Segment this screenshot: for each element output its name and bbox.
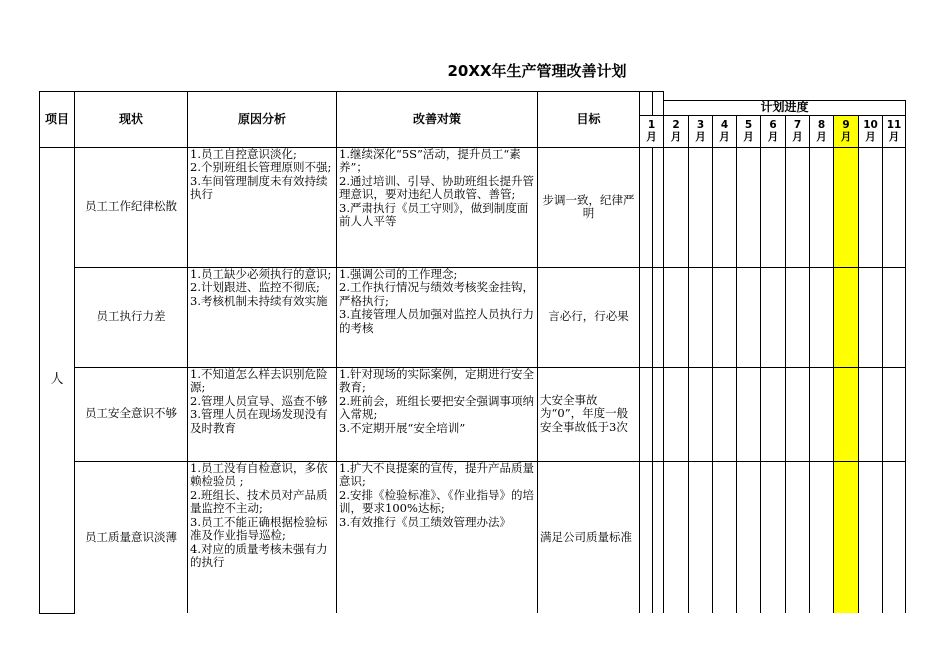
status-cell: 员工执行力差 — [75, 267, 188, 367]
target-cell: 满足公司质量标准 — [538, 461, 640, 613]
progress-cell — [810, 147, 834, 267]
progress-cell — [859, 147, 883, 267]
progress-cell — [810, 267, 834, 367]
cause-cell: 1.员工没有自检意识，多依赖检验员 ; 2.班组长、技术员对产品质量监控不主动; 3.员工不能正确根据检验标准及作业指导巡检; 4.对应的质量考核未强有力的执行 — [188, 461, 337, 613]
progress-cell — [653, 461, 664, 613]
progress-cell — [786, 367, 810, 461]
progress-cell — [810, 367, 834, 461]
progress-cell — [640, 367, 653, 461]
header-target: 目标 — [538, 92, 640, 148]
progress-cell — [883, 267, 906, 367]
header-status: 现状 — [75, 92, 188, 148]
header-measures: 改善对策 — [337, 92, 538, 148]
progress-cell — [834, 367, 859, 461]
cause-cell: 1.不知道怎么样去识别危险源; 2.管理人员宣导、巡查不够 3.管理人员在现场发现没有及时教育 — [188, 367, 337, 461]
month-header-2: 2 月 — [664, 115, 689, 147]
progress-cell — [761, 367, 786, 461]
page-title: 20XX年生产管理改善计划 — [447, 62, 627, 80]
progress-cell — [761, 147, 786, 267]
progress-cell — [737, 267, 761, 367]
table-row — [40, 367, 906, 461]
progress-cell — [713, 267, 737, 367]
progress-cell — [810, 461, 834, 613]
progress-cell — [761, 461, 786, 613]
progress-cell — [786, 461, 810, 613]
month-header-3: 3 月 — [689, 115, 713, 147]
header-blank-2 — [653, 92, 664, 116]
progress-cell — [664, 147, 689, 267]
progress-cell — [640, 147, 653, 267]
month-header-7: 7 月 — [786, 115, 810, 147]
target-cell: 言必行，行必果 — [538, 267, 640, 367]
progress-cell — [653, 147, 664, 267]
header-progress: 计划进度 — [664, 101, 906, 116]
progress-cell — [640, 461, 653, 613]
progress-cell — [713, 461, 737, 613]
progress-cell — [737, 147, 761, 267]
progress-cell — [653, 267, 664, 367]
target-cell: 大安全事故为“0”，年度一般安全事故低于3次 — [538, 367, 640, 461]
month-header-10: 10 月 — [859, 115, 883, 147]
measures-cell: 1.针对现场的实际案例，定期进行安全教育; 2.班前会，班组长要把安全强调事项纳入常规; 3.不定期开展“安全培训” — [337, 367, 538, 461]
progress-cell — [761, 267, 786, 367]
status-cell: 员工安全意识不够 — [75, 367, 188, 461]
progress-cell — [737, 461, 761, 613]
table-row — [40, 267, 906, 367]
header-blank-1 — [640, 92, 653, 116]
month-header-4: 4 月 — [713, 115, 737, 147]
measures-cell: 1.强调公司的工作理念; 2.工作执行情况与绩效考核奖金挂钩，严格执行; 3.直接管理人员加强对监控人员执行力的考核 — [337, 267, 538, 367]
progress-cell — [653, 367, 664, 461]
progress-cell — [737, 367, 761, 461]
header-cause: 原因分析 — [188, 92, 337, 148]
month-header-11: 11 月 — [883, 115, 906, 147]
progress-cell — [883, 461, 906, 613]
progress-cell — [859, 461, 883, 613]
progress-cell — [689, 461, 713, 613]
progress-cell — [664, 267, 689, 367]
progress-cell — [834, 267, 859, 367]
progress-cell — [834, 461, 859, 613]
month-header-6: 6 月 — [761, 115, 786, 147]
progress-cell — [859, 367, 883, 461]
status-cell: 员工工作纪律松散 — [75, 147, 188, 267]
progress-cell — [883, 367, 906, 461]
progress-cell — [883, 147, 906, 267]
progress-cell — [834, 147, 859, 267]
measures-cell: 1.继续深化“5S”活动，提升员工“素养”； 2.通过培训、引导、协助班组长提升管理意识，要对违纪人员敢管、善管; 3.严肃执行《员工守则》，做到制度面前人人平等 — [337, 147, 538, 267]
month-header-5: 5 月 — [737, 115, 761, 147]
cause-cell: 1.员工自控意识淡化; 2.个别班组长管理原则不强; 3.车间管理制度未有效持续执行 — [188, 147, 337, 267]
measures-cell: 1.扩大不良提案的宣传，提升产品质量意识; 2.安排《检验标准》、《作业指导》的培训，要求100%达标; 3.有效推行《员工绩效管理办法》 — [337, 461, 538, 613]
progress-cell — [786, 147, 810, 267]
table-row — [40, 461, 906, 613]
progress-cell — [859, 267, 883, 367]
progress-cell — [713, 367, 737, 461]
month-header-8: 8 月 — [810, 115, 834, 147]
month-header-9: 9 月 — [834, 115, 859, 147]
progress-cell — [664, 461, 689, 613]
target-cell: 步调一致，纪律严明 — [538, 147, 640, 267]
progress-cell — [640, 267, 653, 367]
progress-cell — [689, 147, 713, 267]
header-item: 项目 — [40, 92, 75, 148]
progress-cell — [786, 267, 810, 367]
category-cell: 人 — [40, 147, 75, 613]
status-cell: 员工质量意识淡薄 — [75, 461, 188, 613]
progress-cell — [664, 367, 689, 461]
table-row — [40, 147, 906, 267]
month-header-1: 1 月 — [640, 115, 664, 147]
progress-cell — [689, 267, 713, 367]
progress-cell — [689, 367, 713, 461]
improvement-plan-table — [39, 91, 906, 614]
progress-cell — [713, 147, 737, 267]
cause-cell: 1.员工缺少必须执行的意识; 2.计划跟进、监控不彻底; 3.考核机制未持续有效实施 — [188, 267, 337, 367]
